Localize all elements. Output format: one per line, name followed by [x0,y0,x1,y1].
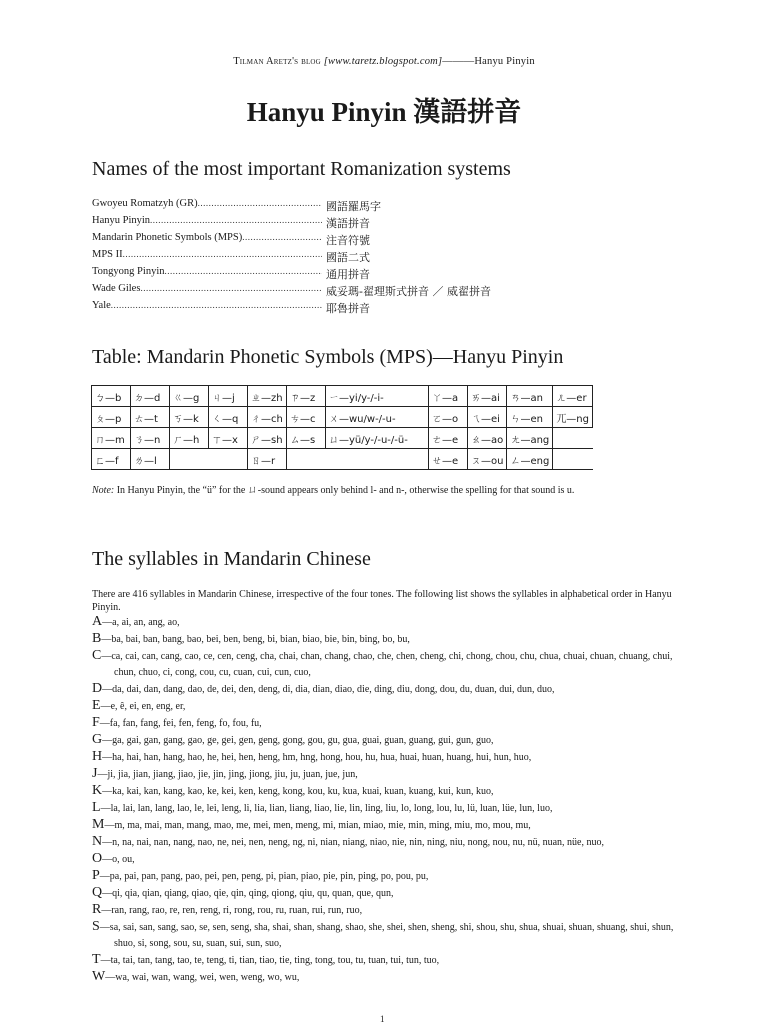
mps-cell: ㄤ—ang [507,428,553,449]
mps-cell: ㄋ—n [131,428,170,449]
romanization-row [92,215,512,232]
mps-cell: ㄅ—b [92,386,131,407]
mps-cell: ㄩ—yü/y-/-u-/-ü- [326,428,429,449]
syllable-line [92,952,688,969]
header-author: Tilman Aretz's blog [233,56,321,67]
dot-leader [198,198,322,209]
syllable-line [92,766,688,783]
dot-leader [123,249,322,260]
syllable-line [92,851,688,868]
romanization-row [92,249,512,266]
running-header [0,56,768,67]
initial-letter: H [92,749,103,764]
dot-leader [111,300,322,311]
mps-cell: ㄒ—x [209,428,248,449]
syllable-line [92,648,688,681]
syllables-text: —o, ou, [102,854,135,865]
mps-cell: ㄙ—s [287,428,326,449]
syllable-line [92,732,688,749]
syllable-line [92,698,688,715]
initial-letter: N [92,834,103,849]
system-chinese-name: 耶魯拼音 [326,302,370,315]
mps-cell: ㄕ—sh [248,428,287,449]
dot-leader [242,232,322,243]
syllable-line [92,868,688,885]
heading-syllables: The syllables in Mandarin Chinese [92,548,371,570]
mps-cell: ㄌ—l [131,449,170,470]
mps-cell: ㄫ—ng [553,407,593,428]
system-chinese-name: 注音符號 [326,234,370,247]
mps-cell [209,449,248,470]
page-number: 1 [380,1014,385,1024]
mps-cell: ㄣ—en [507,407,553,428]
mps-cell: ㄘ—c [287,407,326,428]
mps-cell: ㄚ—a [429,386,468,407]
syllable-line [92,681,688,698]
initial-letter: C [92,648,102,663]
mps-cell [553,428,593,449]
mps-cell: ㄗ—z [287,386,326,407]
syllables-text: —n, na, nai, nan, nang, nao, ne, nei, nen, neng, ng, ni, nian, niang, niao, nie, nin, ning, niu, nong, nou, nu, nü, nuan, nüe, nuo, [102,837,604,848]
dot-leader [164,266,322,277]
mps-cell: ㄖ—r [248,449,287,470]
mps-cell: ㄓ—zh [248,386,287,407]
syllables-text: —sa, sai, san, sang, sao, se, sen, seng, sha, shai, shan, shang, shao, she, shei, shen, sheng, shi, shou, shu, shua, shuai, shuan, shuang, shui, shun, shuo, si, song, sou, su, suan, sui, sun, suo, [99,922,674,949]
mps-cell [170,449,209,470]
mps-cell: ㄧ—yi/y-/-i- [326,386,429,407]
initial-letter: R [92,902,102,917]
syllables-text: —fa, fan, fang, fei, fen, feng, fo, fou, fu, [99,718,262,729]
syllable-line [92,800,688,817]
syllables-intro: There are 416 syllables in Mandarin Chinese, irrespective of the four tones. The following list shows the syllables in alphabetical order in Hanyu Pinyin. [92,589,672,613]
mps-table-row [92,407,593,428]
romanization-row [92,232,512,249]
syllables-text: —a, ai, an, ang, ao, [102,617,180,628]
romanization-row [92,300,512,317]
system-chinese-name: 威妥瑪-翟理斯式拼音 ／ 威翟拼音 [326,285,491,298]
initial-letter: D [92,681,103,696]
initial-letter: L [92,800,101,815]
mps-cell: ㄨ—wu/w-/-u- [326,407,429,428]
mps-table-row [92,428,593,449]
system-chinese-name: 漢語拼音 [326,217,370,230]
mps-cell: ㄦ—er [553,386,593,407]
mps-cell: ㄠ—ao [468,428,507,449]
initial-letter: F [92,715,100,730]
initial-letter: K [92,783,103,798]
mps-cell [553,449,593,470]
initial-letter: W [92,969,106,984]
mps-cell: ㄡ—ou [468,449,507,470]
mps-cell: ㄝ—e [429,449,468,470]
syllables-text: —la, lai, lan, lang, lao, le, lei, leng, li, lia, lian, liang, liao, lie, lin, ling, liu, lo, long, lou, lu, lü, luan, lüe, lun, luo, [100,803,553,814]
mps-table-row [92,449,593,470]
mps-cell: ㄞ—ai [468,386,507,407]
mps-cell: ㄥ—eng [507,449,553,470]
dot-leader [140,283,322,294]
mps-cell [287,449,326,470]
syllable-line [92,749,688,766]
initial-letter: M [92,817,105,832]
system-name: Tongyong Pinyin [92,266,165,277]
syllable-line [92,834,688,851]
initial-letter: S [92,919,100,934]
mps-cell: ㄑ—q [209,407,248,428]
syllable-line [92,631,688,648]
system-name: Hanyu Pinyin [92,215,151,226]
syllables-text: —qi, qia, qian, qiang, qiao, qie, qin, qing, qiong, qiu, qu, quan, que, qun, [102,888,394,899]
syllable-line [92,614,688,631]
mps-cell: ㄢ—an [507,386,553,407]
syllable-line [92,817,688,834]
system-chinese-name: 國語二式 [326,251,370,264]
mps-table-row [92,386,593,407]
syllable-line [92,715,688,732]
syllable-line [92,969,688,986]
syllables-text: —m, ma, mai, man, mang, mao, me, mei, men, meng, mi, mian, miao, mie, min, ming, miu, mo, mou, mu, [104,820,531,831]
mps-cell: ㄍ—g [170,386,209,407]
page-title: Hanyu Pinyin 漢語拼音 [246,97,522,127]
syllables-text: —wa, wai, wan, wang, wei, wen, weng, wo, wu, [105,972,300,983]
syllable-line [92,902,688,919]
syllable-list [92,614,688,986]
syllables-text: —ba, bai, ban, bang, bao, bei, ben, beng, bi, bian, biao, bie, bin, bing, bo, bu, [101,634,410,645]
syllables-text: —ga, gai, gan, gang, gao, ge, gei, gen, geng, gong, gou, gu, gua, guai, guan, guang, gui, gun, guo, [102,735,494,746]
syllables-text: —ji, jia, jian, jiang, jiao, jie, jin, jing, jiong, jiu, ju, juan, jue, jun, [97,769,358,780]
syllables-text: —e, ê, ei, en, eng, er, [100,701,186,712]
system-name: MPS II [92,249,123,260]
mps-pinyin-table [91,385,593,470]
mps-cell [326,449,429,470]
syllables-text: —pa, pai, pan, pang, pao, pei, pen, peng, pi, pian, piao, pie, pin, ping, po, pou, pu, [99,871,429,882]
mps-cell: ㄈ—f [92,449,131,470]
heading-mps-table: Table: Mandarin Phonetic Symbols (MPS)—Hanyu Pinyin [92,346,564,368]
dot-leader [150,215,322,226]
mps-cell: ㄟ—ei [468,407,507,428]
syllables-text: —da, dai, dan, dang, dao, de, dei, den, deng, di, dia, dian, diao, die, ding, diu, dong, dou, du, duan, dui, dun, duo, [102,684,555,695]
mps-cell: ㄆ—p [92,407,131,428]
syllables-text: —ha, hai, han, hang, hao, he, hei, hen, heng, hm, hng, hong, hou, hu, hua, huai, huan, huang, hui, hun, huo, [102,752,532,763]
initial-letter: B [92,631,102,646]
heading-romanization-systems: Names of the most important Romanization systems [92,158,511,180]
initial-letter: E [92,698,101,713]
initial-letter: T [92,952,101,967]
initial-letter: P [92,868,100,883]
system-name: Yale [92,300,111,311]
syllables-text: —ran, rang, rao, re, ren, reng, ri, rong, rou, ru, ruan, rui, run, ruo, [101,905,363,916]
syllable-line [92,919,688,952]
system-name: Gwoyeu Romatzyh (GR) [92,198,198,209]
mps-cell: ㄊ—t [131,407,170,428]
initial-letter: O [92,851,103,866]
mps-cell: ㄇ—m [92,428,131,449]
header-doc-title: ———Hanyu Pinyin [442,56,535,67]
mps-cell: ㄏ—h [170,428,209,449]
system-name: Mandarin Phonetic Symbols (MPS) [92,232,243,243]
syllables-text: —ta, tai, tan, tang, tao, te, teng, ti, tian, tiao, tie, ting, tong, tou, tu, tuan, tui, tun, tuo, [100,955,440,966]
romanization-row [92,266,512,283]
mps-cell: ㄉ—d [131,386,170,407]
mps-cell: ㄜ—e [429,428,468,449]
initial-letter: Q [92,885,103,900]
syllable-line [92,783,688,800]
mps-cell: ㄐ—j [209,386,248,407]
syllables-text: —ka, kai, kan, kang, kao, ke, kei, ken, keng, kong, kou, ku, kua, kuai, kuan, kuang, kui, kun, kuo, [102,786,494,797]
system-name: Wade Giles [92,283,141,294]
romanization-row [92,198,512,215]
mps-cell: ㄛ—o [429,407,468,428]
romanization-row [92,283,512,300]
table-note [92,484,682,498]
initial-letter: G [92,732,103,747]
syllable-line [92,885,688,902]
romanization-list [92,198,512,317]
mps-cell: ㄎ—k [170,407,209,428]
initial-letter: A [92,614,103,629]
header-url: [www.taretz.blogspot.com] [323,56,443,67]
mps-cell: ㄔ—ch [248,407,287,428]
note-text: In Hanyu Pinyin, the “ü” for the ㄩ-sound appears only behind l- and n-, otherwise the spelling for that sound is u. [114,485,575,496]
syllables-text: —ca, cai, can, cang, cao, ce, cen, ceng, cha, chai, chan, chang, chao, che, chen, cheng, chi, chong, chou, chu, chua, chuai, chuan, chuang, chui, chun, chuo, ci, cong, cou, cu, cuan, cui, cun, cuo, [101,651,673,678]
initial-letter: J [92,766,98,781]
system-chinese-name: 通用拼音 [326,268,370,281]
system-chinese-name: 國語羅馬字 [326,200,381,213]
note-label: Note: [92,485,115,496]
